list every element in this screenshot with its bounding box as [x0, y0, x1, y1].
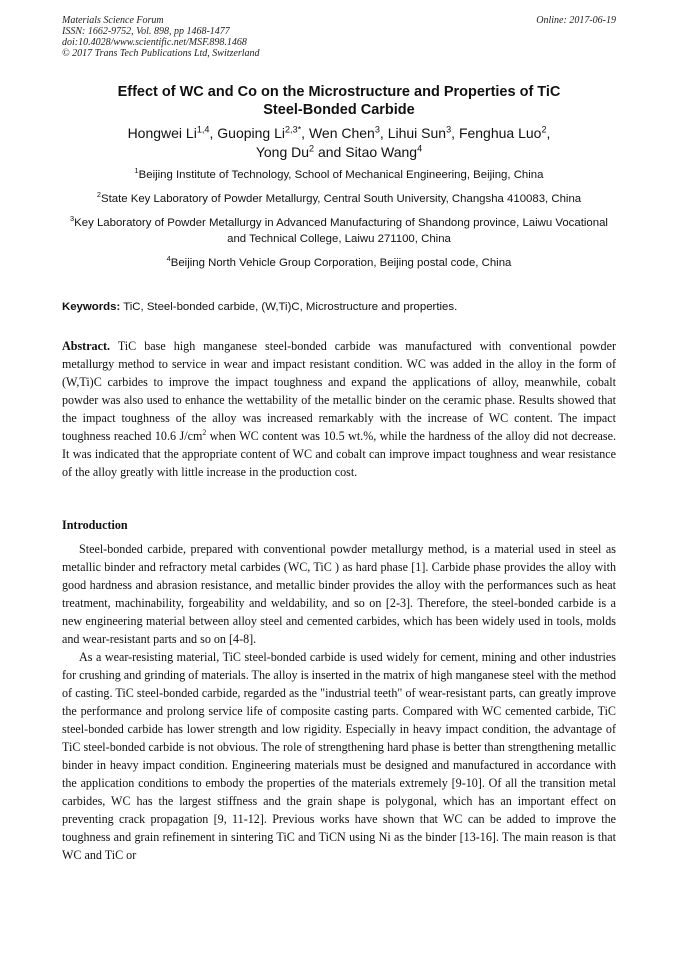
abstract-label: Abstract. [62, 339, 111, 353]
author-name: Lihui Sun [387, 125, 447, 141]
author-affil-sup: 2 [309, 143, 315, 154]
author-affil-sup: 3 [374, 124, 380, 135]
affiliation-number: 1 [134, 166, 139, 176]
affiliation-text: Beijing North Vehicle Group Corporation, Beijing postal code, China [170, 257, 512, 269]
author-sep: and [314, 144, 346, 160]
affiliation [62, 215, 616, 247]
paragraph: Steel-bonded carbide, prepared with conventional powder metallurgy method, is a material used in steel as metallic binder and refractory metal carbides (WC, TiC ) as hard phase [1]. Carbide phase provides the alloy with good hardness and abrasion resistance, and metallic binder provides the alloy with the performances such as heat treatment, machinability, forgeability and weldability, and so on [2-3]. Therefore, the steel-bonded carbide is a new engineering material between alloy steel and cemented carbides, which has been widely used in tools, molds and wear-resistant parts and so on [4-8]. [62, 542, 616, 646]
keywords [62, 299, 616, 315]
journal-header [62, 15, 616, 59]
author [459, 125, 550, 141]
author-name: Sitao Wang [345, 144, 418, 160]
author [128, 125, 218, 141]
author-sep: , [451, 125, 459, 141]
affiliation [62, 191, 616, 207]
title-line-2: Steel-Bonded Carbide [263, 102, 415, 118]
issn-line: ISSN: 1662-9752, Vol. 898, pp 1468-1477 [62, 26, 230, 37]
affiliation-list [62, 167, 616, 279]
affiliation-number: 2 [96, 190, 101, 200]
author [388, 125, 459, 141]
keywords-label: Keywords: [62, 301, 121, 313]
author-affil-sup: 2 [541, 124, 547, 135]
paragraph: As a wear-resisting material, TiC steel-bonded carbide is used widely for cement, mining and other industries for crushing and grinding of materials. The alloy is inserted in the matrix of high manganese steel with the method of casting. TiC steel-bonded carbide, regarded as the "industrial teeth" of wear-resistant parts, can greatly improve the performance and prolong service life of composite casting parts. Compared with WC cemented carbide, TiC steel-bonded carbide has lower strength and low rigidity. Especially in heavy impact condition, the advantage of TiC steel-bonded carbide is not obvious. The role of strengthening hard phase is better than strengthening metallic binder in heavy impact condition. Engineering materials must be designed and manufactured in accordance with the application conditions to embody the properties of the materials extremely [9-10]. Of all the transition metal carbides, WC has the largest stiffness and the grain shape is polygonal, which has an important effect on preventing crack propagation [9, 11-12]. Previous works have shown that WC can be added to improve the toughness and grain refinement in sintering TiC and TiCN using Ni as the binder [13-16]. The main reason is that WC and TiC or [62, 650, 616, 862]
journal-name: Materials Science Forum [62, 15, 164, 26]
abstract-text-part2: when WC content was 10.5 wt.%, while the hardness of the alloy did not decrease. It was indicated that the appropriate content of WC and cobalt can improve impact toughness and wear resistance of the alloy greatly with little increase in the production cost. [62, 429, 616, 479]
abstract-unit-sup: 2 [202, 427, 207, 437]
author [309, 125, 388, 141]
abstract [62, 337, 616, 481]
author-sep: , [379, 125, 388, 141]
section-heading-introduction: Introduction [62, 518, 128, 532]
author-affil-sup: 1,4 [196, 124, 210, 135]
author-list [62, 124, 616, 162]
author [345, 144, 422, 160]
abstract-text-part1: TiC base high manganese steel-bonded carbide was manufactured with conventional powder metallurgy method to service in wear and impact resistant condition. WC was added in the alloy in the form of (W,Ti)C carbides to improve the impact toughness and expand the applications of alloy, meanwhile, cobalt powder was also used to enhance the wettability of the metallic binder on the ceramic phase. Results showed that the impact toughness of the alloy was increased remarkably with the increase of WC content. The impact toughness reached 10.6 J/cm [62, 339, 616, 443]
author-affil-sup: 3 [446, 124, 452, 135]
online-date: Online: 2017-06-19 [536, 15, 616, 26]
affiliation-text: Beijing Institute of Technology, School of Mechanical Engineering, Beijing, China [138, 169, 544, 181]
affiliation-text: Key Laboratory of Powder Metallurgy in Advanced Manufacturing of Shandong province, Laiwu Vocational and Technical College, Laiwu 271100, China [74, 217, 608, 245]
keywords-text: TiC, Steel-bonded carbide, (W,Ti)C, Microstructure and properties. [120, 301, 458, 313]
copyright-line: © 2017 Trans Tech Publications Ltd, Switzerland [62, 48, 260, 59]
author-name: Fenghua Luo [458, 125, 542, 141]
author-name: Hongwei Li [127, 125, 197, 141]
author-name: Wen Chen [308, 125, 375, 141]
title-line-1: Effect of WC and Co on the Microstructure and Properties of TiC [117, 84, 561, 100]
doi-line: doi:10.4028/www.scientific.net/MSF.898.1468 [62, 37, 247, 48]
affiliation-text: State Key Laboratory of Powder Metallurgy, Central South University, Changsha 410083, China [100, 193, 582, 205]
author-sep: , [301, 125, 309, 141]
author-sep: , [546, 125, 551, 141]
introduction-body [62, 540, 616, 864]
affiliation-number: 3 [70, 214, 75, 224]
author-affil-sup: 4 [417, 143, 423, 154]
author-affil-sup: 2,3* [284, 124, 302, 135]
author-name: Yong Du [255, 144, 310, 160]
author-sep: , [209, 125, 218, 141]
author [217, 125, 309, 141]
author [256, 144, 345, 160]
paper-title [62, 83, 616, 119]
affiliation [62, 255, 616, 271]
author-name: Guoping Li [217, 125, 285, 141]
affiliation-number: 4 [166, 254, 171, 264]
affiliation [62, 167, 616, 183]
